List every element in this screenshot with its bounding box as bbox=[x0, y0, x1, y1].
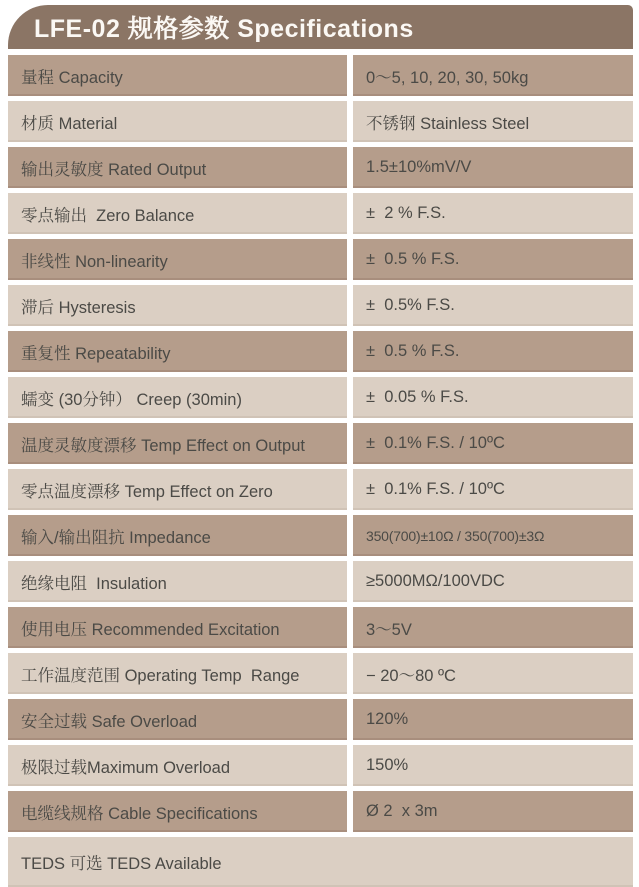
spec-table bbox=[8, 55, 633, 887]
spec-label: 绝缘电阻 Insulation bbox=[8, 561, 347, 602]
page-title: LFE-02 规格参数 Specifications bbox=[34, 15, 414, 43]
spec-value: ± 0.5 % F.S. bbox=[353, 239, 633, 280]
table-row-safe-overload bbox=[8, 699, 633, 740]
table-row-rated-output bbox=[8, 147, 633, 188]
spec-label: 安全过载 Safe Overload bbox=[8, 699, 347, 740]
table-row-capacity bbox=[8, 55, 633, 96]
spec-label: 量程 Capacity bbox=[8, 55, 347, 96]
spec-value: − 20～80 ºC bbox=[353, 653, 633, 694]
spec-label: 工作温度范围 Operating Temp Range bbox=[8, 653, 347, 694]
spec-value: ± 0.1% F.S. / 10ºC bbox=[353, 423, 633, 464]
spec-value: 1.5±10%mV/V bbox=[353, 147, 633, 188]
spec-label: 极限过载Maximum Overload bbox=[8, 745, 347, 786]
spec-label: 输入/输出阻抗 Impedance bbox=[8, 515, 347, 556]
table-row-cable bbox=[8, 791, 633, 832]
spec-label: 输出灵敏度 Rated Output bbox=[8, 147, 347, 188]
table-row-maximum-overload bbox=[8, 745, 633, 786]
spec-value: 150% bbox=[353, 745, 633, 786]
table-row-temp-effect-output bbox=[8, 423, 633, 464]
spec-value: 3～5V bbox=[353, 607, 633, 648]
spec-label: 材质 Material bbox=[8, 101, 347, 142]
spec-value: ± 0.5% F.S. bbox=[353, 285, 633, 326]
table-row-hysteresis bbox=[8, 285, 633, 326]
spec-label: 重复性 Repeatability bbox=[8, 331, 347, 372]
table-row-repeatability bbox=[8, 331, 633, 372]
table-row-material bbox=[8, 101, 633, 142]
table-row-operating-temp bbox=[8, 653, 633, 694]
spec-label: 零点温度漂移 Temp Effect on Zero bbox=[8, 469, 347, 510]
table-row-insulation bbox=[8, 561, 633, 602]
spec-label: 电缆线规格 Cable Specifications bbox=[8, 791, 347, 832]
table-row-non-linearity bbox=[8, 239, 633, 280]
spec-value: Ø 2 x 3m bbox=[353, 791, 633, 832]
spec-label: 温度灵敏度漂移 Temp Effect on Output bbox=[8, 423, 347, 464]
spec-value: ± 0.05 % F.S. bbox=[353, 377, 633, 418]
table-row-excitation bbox=[8, 607, 633, 648]
spec-label: 蠕变 (30分钟） Creep (30min) bbox=[8, 377, 347, 418]
spec-value: ≥5000MΩ/100VDC bbox=[353, 561, 633, 602]
spec-value: 0～5, 10, 20, 30, 50kg bbox=[353, 55, 633, 96]
spec-value: 不锈钢 Stainless Steel bbox=[353, 101, 633, 142]
spec-label: 非线性 Non-linearity bbox=[8, 239, 347, 280]
spec-value: ± 2 % F.S. bbox=[353, 193, 633, 234]
table-row-zero-balance bbox=[8, 193, 633, 234]
spec-value: 120% bbox=[353, 699, 633, 740]
spec-label: 使用电压 Recommended Excitation bbox=[8, 607, 347, 648]
spec-label: 滞后 Hysteresis bbox=[8, 285, 347, 326]
spec-label: 零点输出 Zero Balance bbox=[8, 193, 347, 234]
spec-sheet-header bbox=[8, 5, 633, 49]
spec-value: ± 0.1% F.S. / 10ºC bbox=[353, 469, 633, 510]
spec-value: ± 0.5 % F.S. bbox=[353, 331, 633, 372]
spec-label: TEDS 可选 TEDS Available bbox=[8, 837, 633, 887]
table-row-impedance bbox=[8, 515, 633, 556]
table-row-temp-effect-zero bbox=[8, 469, 633, 510]
spec-value: 350(700)±10Ω / 350(700)±3Ω bbox=[353, 515, 633, 556]
table-row-creep bbox=[8, 377, 633, 418]
table-row-teds bbox=[8, 837, 633, 887]
